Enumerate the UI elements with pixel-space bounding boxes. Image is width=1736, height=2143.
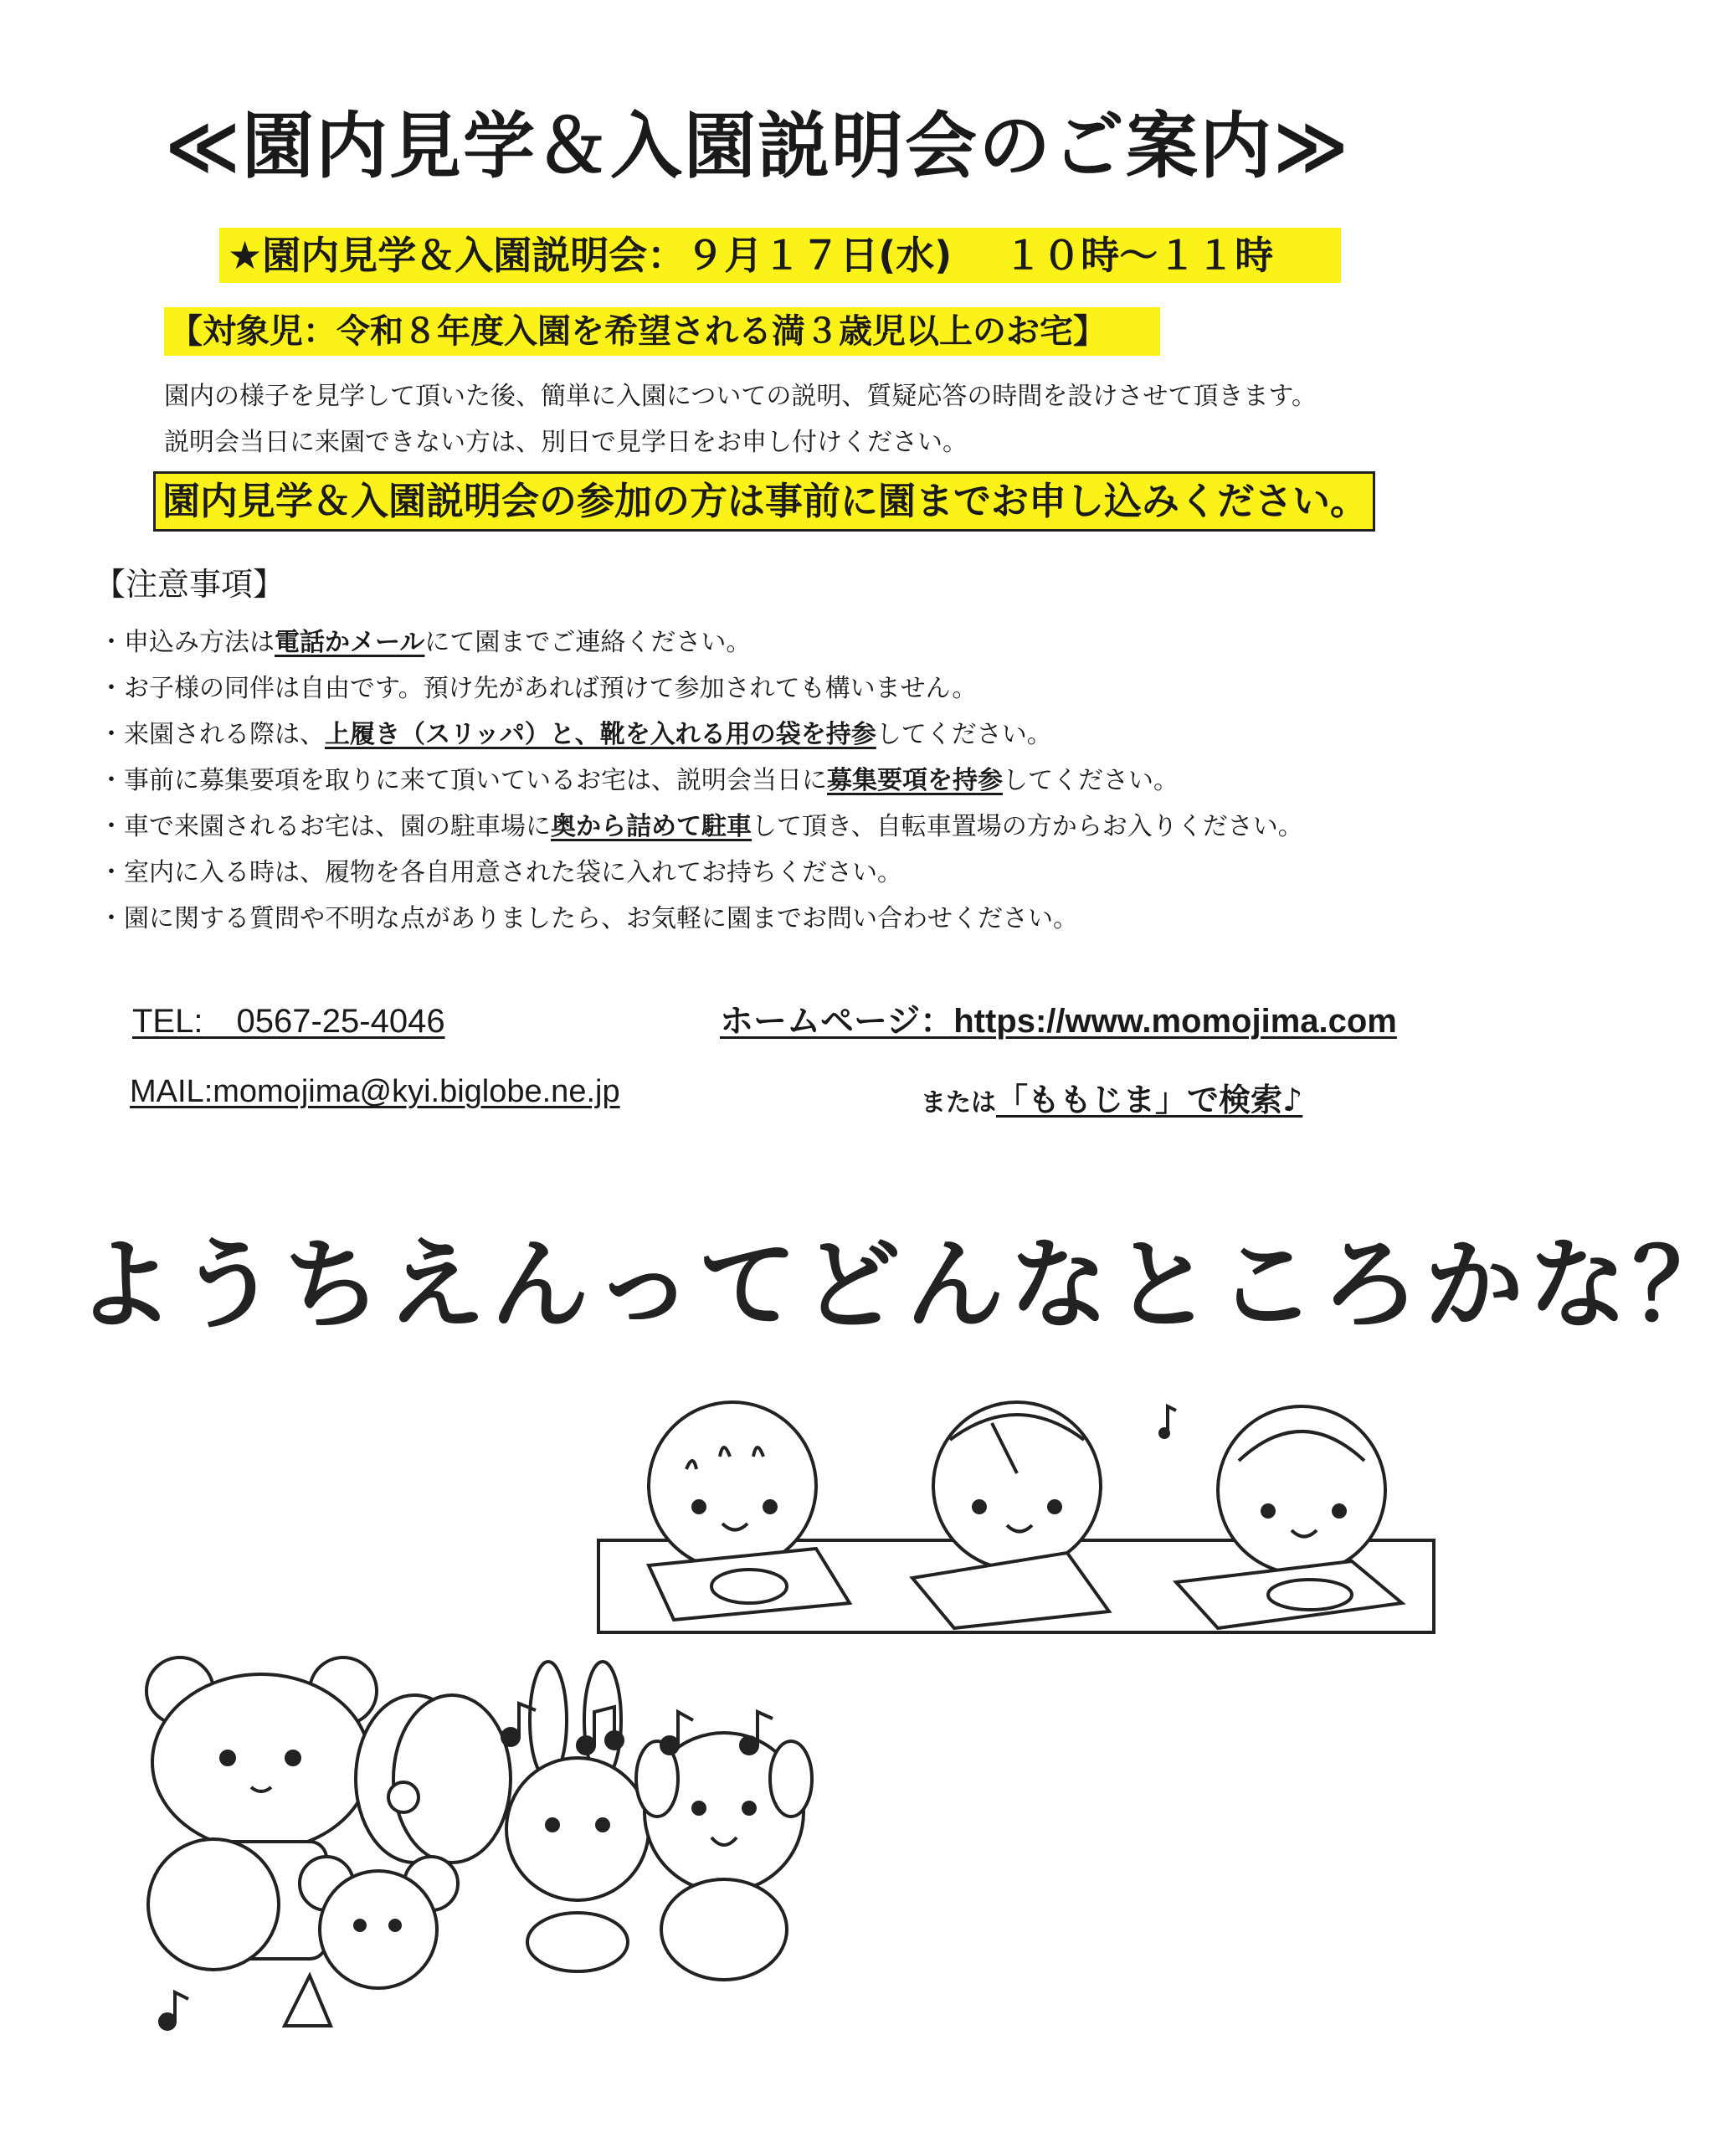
mail-link[interactable]: MAIL:momojima@kyi.biglobe.ne.jp — [130, 1074, 620, 1109]
children-drawing-illustration — [598, 1390, 1436, 1641]
apply-notice-banner: 園内見学＆入園説明会の参加の方は事前に園までお申し込みください。 — [156, 474, 1373, 529]
note-item: ・事前に募集要項を取りに来て頂いているお宅は、説明会当日に募集要項を持参してください。 — [99, 766, 1179, 795]
note-emphasis: 上履き（スリッパ）と、靴を入れる用の袋を持参 — [325, 720, 876, 749]
description-line-1: 園内の様子を見学して頂いた後、簡単に入園についての説明、質疑応答の時間を設けさせて頂きます。 — [164, 382, 1317, 411]
event-date-banner: ★園内見学＆入園説明会：９月１７日(水) １０時～１１時 — [219, 228, 1341, 283]
search-hint: または「ももじま」で検索♪ — [921, 1082, 1303, 1118]
target-children-banner: 【対象児：令和８年度入園を希望される満３歳児以上のお宅】 — [164, 307, 1160, 356]
note-emphasis: 電話かメール — [275, 628, 425, 657]
note-emphasis: 奥から詰めて駐車 — [551, 812, 752, 841]
tel-link[interactable]: TEL: 0567-25-4046 — [132, 1003, 445, 1040]
note-item: ・園に関する質問や不明な点がありましたら、お気軽に園までお問い合わせください。 — [99, 904, 1078, 933]
page-title: ≪園内見学＆入園説明会のご案内≫ — [164, 105, 1351, 188]
note-item: ・室内に入る時は、履物を各自用意された袋に入れてお持ちください。 — [99, 858, 902, 887]
animal-band-illustration — [134, 1653, 871, 2034]
note-emphasis: 募集要項を持参 — [827, 766, 1003, 795]
notes-heading: 【注意事項】 — [94, 566, 285, 603]
description-line-2: 説明会当日に来園できない方は、別日で見学日をお申し付けください。 — [164, 428, 968, 457]
note-item: ・車で来園されるお宅は、園の駐車場に奥から詰めて駐車して頂き、自転車置場の方からお入りください。 — [99, 812, 1303, 841]
note-item: ・お子様の同伴は自由です。預け先があれば預けて参加されても構いません。 — [99, 674, 978, 703]
homepage-link[interactable]: ホームページ：https://www.momojima.com — [720, 1003, 1397, 1040]
note-item: ・来園される際は、上履き（スリッパ）と、靴を入れる用の袋を持参してください。 — [99, 720, 1052, 749]
note-item: ・申込み方法は電話かメールにて園までご連絡ください。 — [99, 628, 752, 657]
headline: ようちえんってどんなところかな？ — [75, 1227, 1736, 1343]
